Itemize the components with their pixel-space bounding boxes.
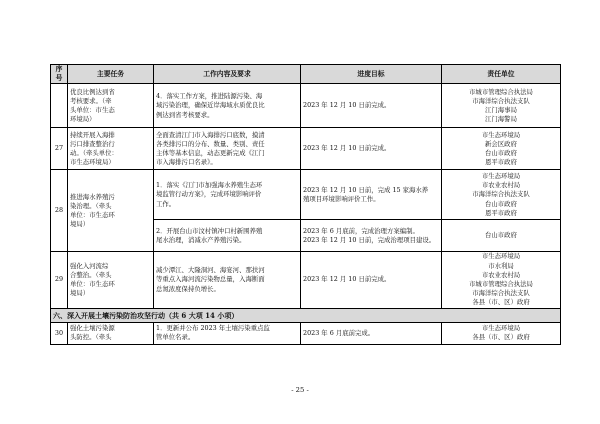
task-cell: 强化入河流综 合整治。（牵头 单位：市生态环 境局）	[68, 252, 154, 308]
num-cell: 28	[51, 170, 68, 252]
table-row-continued	[51, 84, 561, 128]
unit-cell: 台山市政府	[442, 220, 561, 252]
unit-cell: 市生态环境局 市农业农村局 市海洋综合执法支队 台山市政府 恩平市政府	[442, 170, 561, 220]
num-cell: 30	[51, 322, 68, 344]
num-cell: 29	[51, 252, 68, 308]
progress-cell: 2023 年 12 月 10 日前完成。	[301, 252, 442, 308]
content-cell: 全面查清江门市入海排污口底数，摸清 各类排污口的分布、数量、类别、责任 主体等基本信息，动态更新完成《江门 市入海排污口名录》。	[154, 128, 301, 170]
table-row-30	[51, 322, 561, 344]
section-row	[51, 308, 561, 322]
progress-cell: 2023 年 12 月 10 日前完成。	[301, 84, 442, 128]
header-num: 序号	[51, 65, 68, 84]
task-cell: 优良比例达到省 考核要求。（牵 头单位：市生态 环境局）	[68, 84, 154, 128]
task-table	[50, 64, 561, 345]
unit-cell: 市城市管理综合执法局 市海洋综合执法支队 江门海事局 江门海警局	[442, 84, 561, 128]
num-cell	[51, 84, 68, 128]
task-cell: 推进海水养殖污 染治理。（牵头 单位：市生态环 境局）	[68, 170, 154, 252]
task-cell: 持续开展入海排 污口排查整治行 动。（牵头单位： 市生态环境局）	[68, 128, 154, 170]
unit-cell: 市生态环境局 各县（市、区）政府	[442, 322, 561, 344]
progress-cell: 2023 年 12 月 10 日前完成。	[301, 128, 442, 170]
task-cell: 强化土壤污染源 头防控。（牵头	[68, 322, 154, 344]
unit-cell: 市生态环境局 新会区政府 台山市政府 恩平市政府	[442, 128, 561, 170]
header-task: 主要任务	[68, 65, 154, 84]
content-cell: 减少潭江、大隆洞河、海宴河、那扶河 等重点入海河流污染物总量，入海断面 总氮浓度保持负增长。	[154, 252, 301, 308]
table-row-27	[51, 128, 561, 170]
page-number: - 25 -	[291, 386, 309, 394]
content-cell: 1．更新并公布 2023 年土壤污染重点监 管单位名录。	[154, 322, 301, 344]
header-progress: 进度目标	[301, 65, 442, 84]
content-cell: 4．落实工作方案，推进陆源污染、海 域污染治理，确保近岸海域水质优良比 例达到省考核要求。	[154, 84, 301, 128]
unit-cell: 市生态环境局 市水利局 市农业农村局 市城市管理综合执法局 市海洋综合执法支队 各县（市、区）政府	[442, 252, 561, 308]
progress-cell: 2023 年 12 月 10 日前，完成 15 家海水养 殖项目环境影响评价工作。	[301, 170, 442, 220]
header-content: 工作内容及要求	[154, 65, 301, 84]
progress-cell: 2023 年 6 月底前完成。	[301, 322, 442, 344]
table-header-row	[51, 65, 561, 84]
section-title: 六、深入开展土壤污染防治攻坚行动（共 6 大项 14 小项）	[51, 308, 561, 322]
content-cell: 2．开展台山市汶村镇冲口村新围养殖 尾水治理，消减水产养殖污染。	[154, 220, 301, 252]
num-cell: 27	[51, 128, 68, 170]
table-row-29	[51, 252, 561, 308]
progress-cell: 2023 年 6 月底前，完成治理方案编制。 2023 年 12 月 10 日前，完成治理项目建设。	[301, 220, 442, 252]
table-row-28a	[51, 170, 561, 220]
header-unit: 责任单位	[442, 65, 561, 84]
content-cell: 1．落实《江门市加强海水养殖生态环 境监管行动方案》，完成环境影响评价 工作。	[154, 170, 301, 220]
